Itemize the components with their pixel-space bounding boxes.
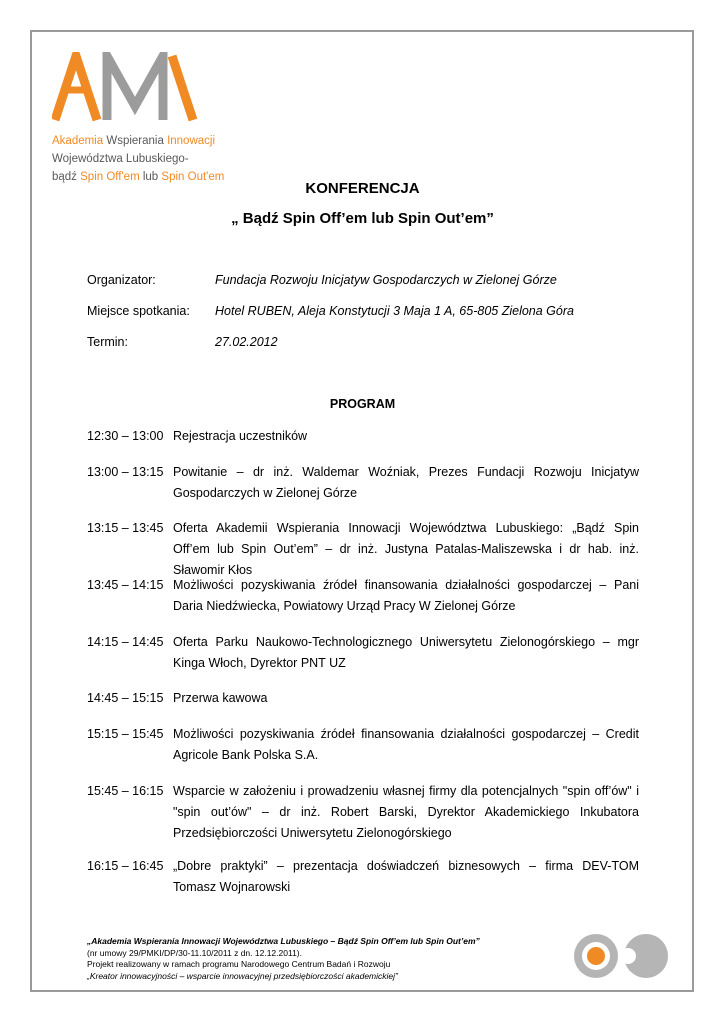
- info-label: Organizator:: [87, 273, 156, 287]
- awi-logo-mark: [52, 52, 202, 124]
- program-item: [87, 518, 639, 581]
- program-desc: Wsparcie w założeniu i prowadzeniu własnej firmy dla potencjalnych "spin off’ów" i "spin out’ów" – dr inż. Robert Barski, Dyrektor Akademickiego Inkubatora Przedsiębiorczości Uniwersytetu Zielonogórskiego: [173, 784, 639, 840]
- program-time: 14:45 – 15:15: [87, 691, 164, 705]
- program-item: [87, 856, 639, 898]
- program-heading: PROGRAM: [329, 397, 396, 411]
- info-label: Miejsce spotkania:: [87, 304, 190, 318]
- footer-program-name: „Kreator innowacyjności – wsparcie innowacyjnej przedsiębiorczości akademickiej”: [87, 970, 398, 981]
- program-desc: Powitanie – dr inż. Waldemar Woźniak, Prezes Fundacji Rozwoju Inicjatyw Gospodarczych w Zielonej Górze: [173, 465, 639, 500]
- awi-logo: [52, 52, 242, 182]
- program-item: [87, 426, 639, 447]
- footer: [87, 936, 480, 982]
- ncbr-circles-logo: [572, 932, 672, 980]
- logo-text-line: Akademia Wspierania Innowacji: [52, 135, 216, 147]
- program-desc: Możliwości pozyskiwania źródeł finansowania działalności gospodarczej – Credit Agricole Bank Polska S.A.: [173, 727, 639, 762]
- program-item: [87, 462, 639, 504]
- program-time: 12:30 – 13:00: [87, 429, 164, 443]
- program-time: 16:15 – 16:45: [87, 859, 164, 873]
- program-item: [87, 632, 639, 674]
- awi-logo-text: [52, 132, 224, 186]
- info-organizer: [87, 273, 557, 287]
- program-time: 13:00 – 13:15: [87, 465, 164, 479]
- footer-project-title: „Akademia Wspierania Innowacji Województwa Lubuskiego – Bądź Spin Off’em lub Spin Out’em”: [87, 936, 480, 946]
- program-desc: Oferta Parku Naukowo-Technologicznego Uniwersytetu Zielonogórskiego – mgr Kinga Włoch, Dyrektor PNT UZ: [173, 635, 639, 670]
- info-label: Termin:: [87, 335, 128, 349]
- program-item: [87, 688, 639, 709]
- info-venue: [87, 304, 574, 318]
- program-item: [87, 575, 639, 617]
- program-time: 13:45 – 14:15: [87, 578, 164, 592]
- logo-text-line: Województwa Lubuskiego-: [52, 153, 189, 165]
- program-time: 15:45 – 16:15: [87, 784, 164, 798]
- program-item: [87, 781, 639, 844]
- conference-title: KONFERENCJA: [305, 180, 420, 197]
- logo-text-line: bądź Spin Off'em lub Spin Out'em: [52, 171, 225, 183]
- program-desc: Możliwości pozyskiwania źródeł finansowania działalności gospodarczej – Pani Daria Niedźwiecka, Powiatowy Urząd Pracy W Zielonej Górze: [173, 578, 639, 613]
- conference-subtitle: „ Bądź Spin Off’em lub Spin Out’em”: [231, 210, 494, 227]
- program-time: 14:15 – 14:45: [87, 635, 164, 649]
- program-item: [87, 724, 639, 766]
- info-value: 27.02.2012: [215, 335, 278, 349]
- program-desc: Rejestracja uczestników: [173, 429, 308, 443]
- program-time: 15:15 – 15:45: [87, 727, 164, 741]
- info-value: Fundacja Rozwoju Inicjatyw Gospodarczych w Zielonej Górze: [215, 273, 557, 287]
- program-time: 13:15 – 13:45: [87, 521, 164, 535]
- info-value: Hotel RUBEN, Aleja Konstytucji 3 Maja 1 A, 65-805 Zielona Góra: [215, 304, 574, 318]
- footer-program: Projekt realizowany w ramach programu Narodowego Centrum Badań i Rozwoju: [87, 959, 391, 969]
- footer-contract: (nr umowy 29/PMKI/DP/30-11.10/2011 z dn. 12.12.2011).: [87, 947, 302, 958]
- program-desc: „Dobre praktyki” – prezentacja doświadczeń biznesowych – firma DEV-TOM Tomasz Wojnarowski: [173, 859, 639, 894]
- info-date: [87, 335, 278, 349]
- program-desc: Przerwa kawowa: [173, 691, 268, 705]
- program-desc: Oferta Akademii Wspierania Innowacji Województwa Lubuskiego: „Bądź Spin Off’em lub Spin Out’em” – dr inż. Justyna Patalas-Maliszewska i dr hab. inż. Sławomir Kłos: [173, 521, 639, 577]
